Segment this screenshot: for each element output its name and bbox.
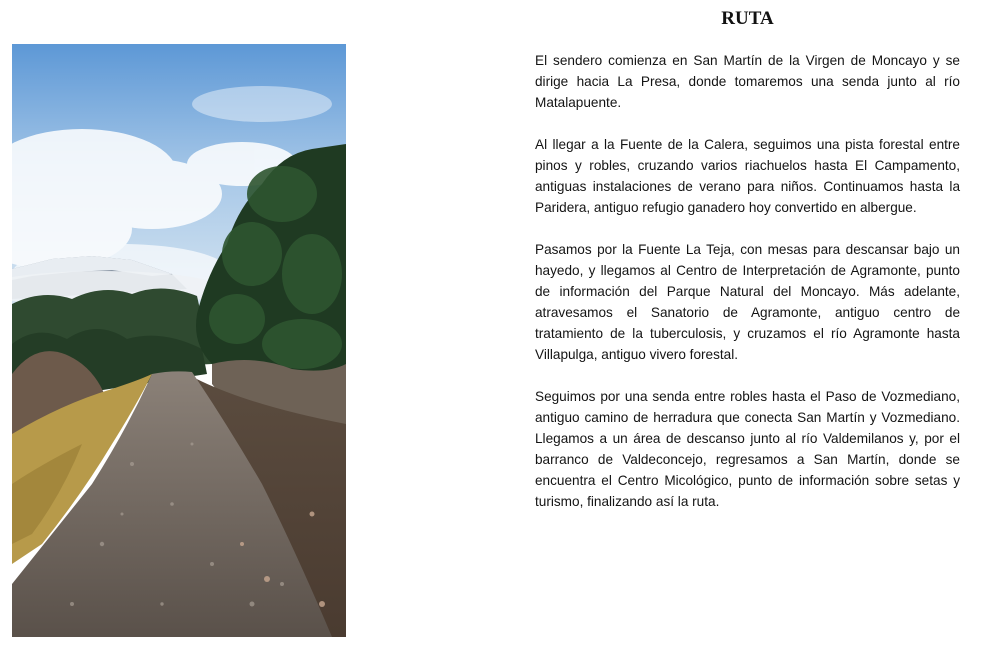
paragraph-4: Seguimos por una senda entre robles hasta el Paso de Vozmediano, antiguo camino de herradura que conecta San Martín y Vozmediano. Llegamos a un área de descanso junto al río Valdemilanos y, por el barranco de Valdeconcejo, regresamos a San Martín, donde se encuentra el Centro Micológico, punto de información sobre setas y turismo, finalizando así la ruta. (535, 389, 960, 509)
paragraph-1: El sendero comienza en San Martín de la Virgen de Moncayo y se dirige hacia La Presa, donde tomaremos una senda junto al río Matalapuente. (535, 53, 960, 110)
paragraph-2: Al llegar a la Fuente de la Calera, seguimos una pista forestal entre pinos y robles, cruzando varios riachuelos hasta El Campamento, antiguas instalaciones de verano para niños. Continuamos hasta la Paridera, antiguo refugio ganadero hoy convertido en albergue. (535, 137, 960, 215)
route-description (535, 50, 960, 533)
trail-photo (12, 44, 346, 637)
trail-photo-illustration (12, 44, 346, 637)
paragraph-3: Pasamos por la Fuente La Teja, con mesas para descansar bajo un hayedo, y llegamos al Centro de Interpretación de Agramonte, punto de información del Parque Natural del Moncayo. Más adelante, atravesamos el Sanatorio de Agramonte, antiguo centro de tratamiento de la tuberculosis, y cruzamos el río Agramonte hasta Villapulga, antiguo vivero forestal. (535, 242, 960, 362)
page-title: RUTA (721, 8, 774, 29)
